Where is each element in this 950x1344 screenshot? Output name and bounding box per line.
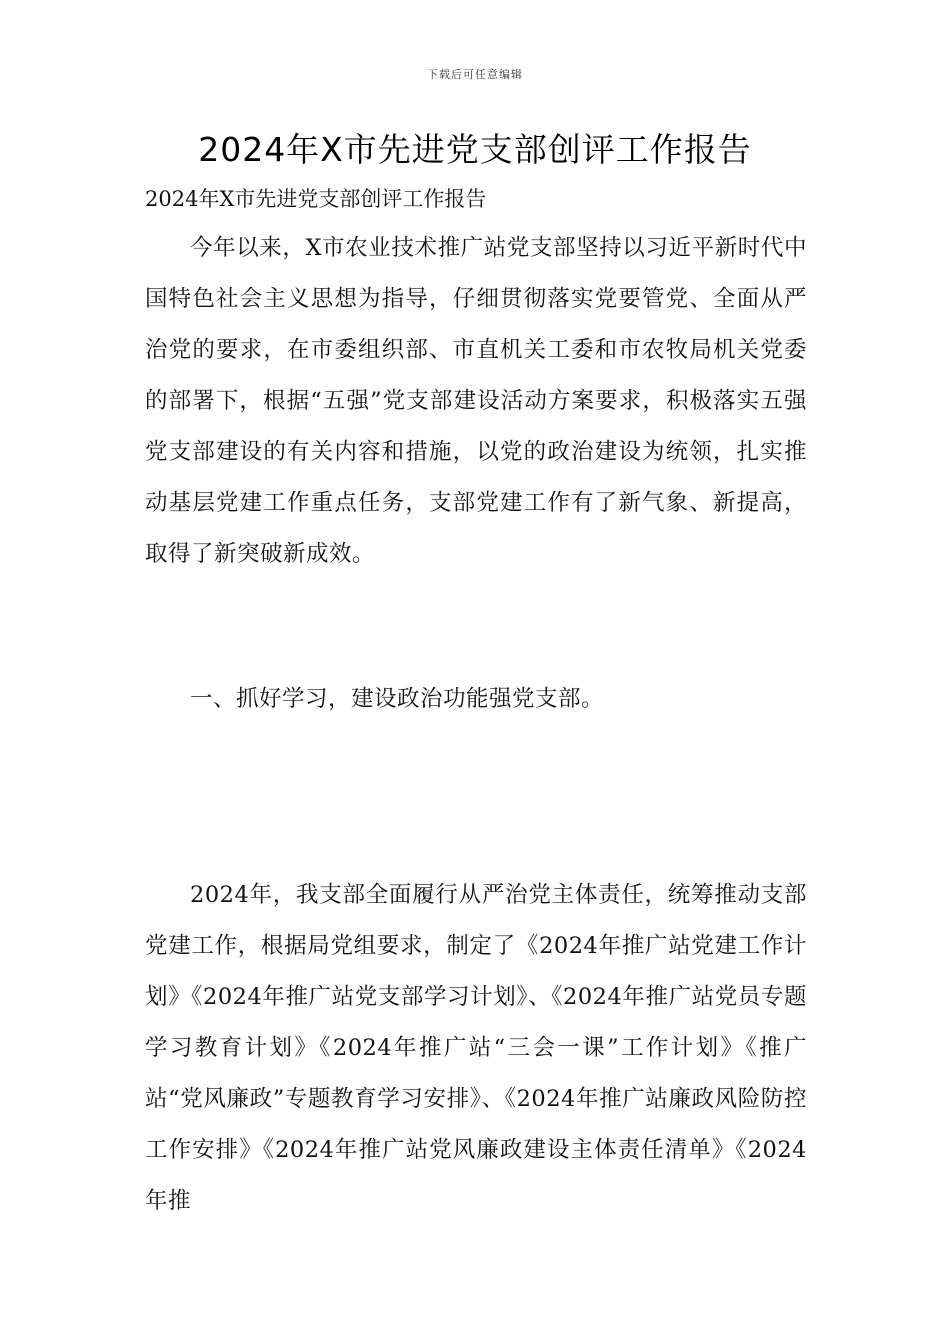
header-note: 下载后可任意编辑 (427, 68, 523, 81)
document-subtitle: 2024年X市先进党支部创评工作报告 (145, 187, 487, 211)
document-title: 2024年X市先进党支部创评工作报告 (198, 130, 752, 169)
intro-paragraph: 今年以来，X市农业技术推广站党支部坚持以习近平新时代中国特色社会主义思想为指导，仔细贯彻落实党要管党、全面从严治党的要求，在市委组织部、市直机关工委和市农牧局机关党委的部署下，根据“五强”党支部建设活动方案要求，积极落实五强党支部建设的有关内容和措施，以党的政治建设为统领，扎实推动基层党建工作重点任务，支部党建工作有了新气象、新提高，取得了新突破新成效。 (145, 235, 807, 567)
body-paragraph: 2024年，我支部全面履行从严治党主体责任，统筹推动支部党建工作，根据局党组要求，制定了《2024年推广站党建工作计划》《2024年推广站党支部学习计划》、《2024年推广站党员专题学习教育计划》《2024年推广站“三会一课”工作计划》《推广站“党风廉政”专题教育学习安排》、《2024年推广站廉政风险防控工作安排》《2024年推广站党风廉政建设主体责任清单》《2024年推 (145, 882, 807, 1214)
section-heading: 一、抓好学习，建设政治功能强党支部。 (190, 686, 605, 712)
